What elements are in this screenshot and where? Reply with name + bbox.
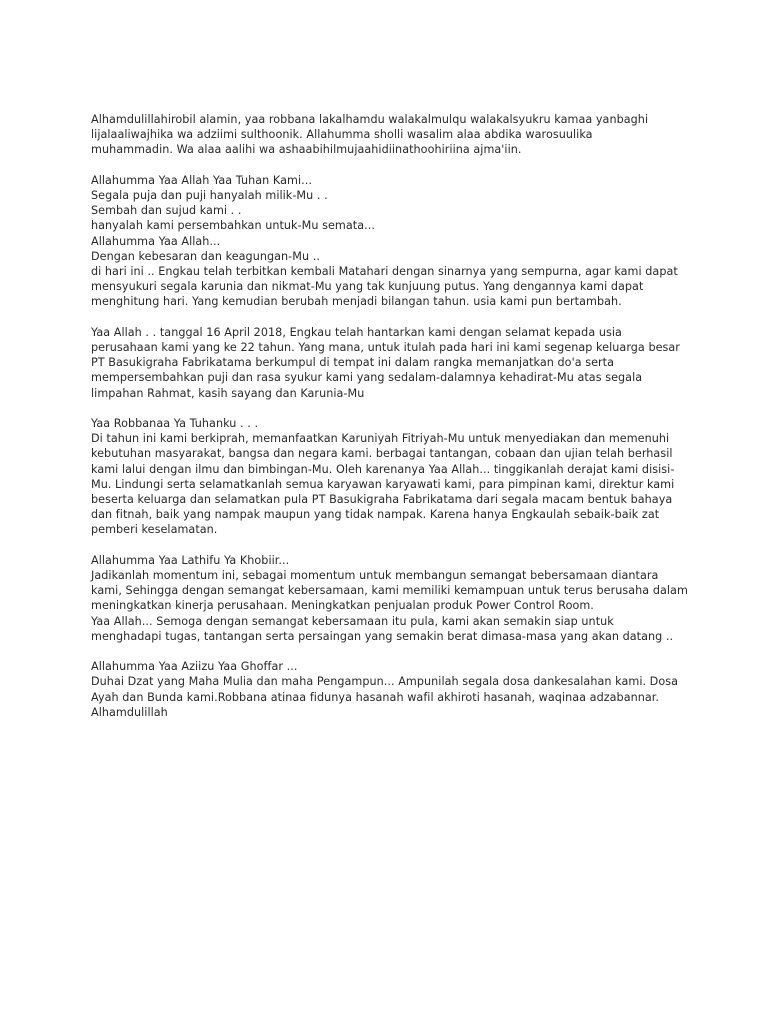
paragraph-closing	[91, 659, 691, 720]
text-line: Duhai Dzat yang Maha Mulia dan maha Pengampun... Ampunilah segala dosa dankesalahan kami. Dosa	[91, 675, 679, 689]
text-line: Yaa Robbanaa Ya Tuhanku . . .	[91, 417, 259, 431]
text-line: Di tahun ini kami berkiprah, memanfaatkan Karuniyah Fitriyah-Mu untuk menyediakan dan memenuhi	[91, 432, 670, 446]
text-line: meningkatkan kinerja perusahaan. Meningkatkan penjualan produk Power Control Room.	[91, 599, 594, 613]
text-line: Alhamdulillahirobil alamin, yaa robbana lakalhamdu walakalmulqu walakalsyukru kamaa yanbaghi	[91, 113, 649, 126]
paragraph-togetherness	[91, 553, 691, 644]
text-line: kami lalui dengan ilmu dan bimbingan-Mu. Oleh karenanya Yaa Allah... tinggikanlah derajat kami disisi-	[91, 462, 675, 476]
text-line: beserta keluarga dan selamatkan pula PT Basukigraha Fabrikatama dari segala macam bentuk bahaya	[91, 493, 673, 507]
text-line: Mu. Lindungi serta selamatkanlah semua karyawan karyawati kami, para pimpinan kami, direktur kami	[91, 477, 675, 491]
text-line: Sembah dan sujud kami . .	[91, 204, 242, 218]
text-line: muhammadin. Wa alaa aalihi wa ashaabihilmujaahidiinathoohiriina ajma'iin.	[91, 143, 522, 157]
text-line: Segala puja dan puji hanyalah milik-Mu . .	[91, 189, 328, 202]
text-line: Allahumma Yaa Lathifu Ya Khobiir...	[91, 553, 290, 567]
text-line: limpahan Rahmat, kasih sayang dan Karunia-Mu	[91, 386, 365, 400]
text-line: menghadapi tugas, tantangan serta persaingan yang semakin berat dimasa-masa yang akan datang ..	[91, 629, 674, 643]
text-line: kebutuhan masyarakat, bangsa dan negara kami. berbagai tantangan, cobaan dan ujian telah berhasil	[91, 447, 673, 461]
document-body	[91, 112, 691, 735]
text-line: pemberi keselamatan.	[91, 523, 218, 537]
paragraph-protection	[91, 416, 691, 538]
text-line: menghitung hari. Yang kemudian berubah menjadi bilangan tahun. usia kami pun bertambah.	[91, 295, 622, 309]
text-line: mempersembahkan puji dan rasa syukur kami yang sedalam-dalamnya kehadirat-Mu atas segala	[91, 371, 643, 385]
text-line: dan fitnah, baik yang nampak maupun yang tidak nampak. Karena hanya Engkaulah sebaik-baik zat	[91, 508, 660, 522]
text-line: di hari ini .. Engkau telah terbitkan kembali Matahari dengan sinarnya yang sempurna, agar kami dapat	[91, 265, 678, 279]
text-line: Allahumma Yaa Aziizu Yaa Ghoffar ...	[91, 660, 298, 674]
text-line: mensyukuri segala karunia dan nikmat-Mu yang tak kunjuung putus. Yang dengannya kami dapat	[91, 280, 644, 294]
text-line: lijalaaliwajhika wa adziimi sulthoonik. Allahumma sholli wasalim alaa abdika warosuulika	[91, 128, 593, 142]
paragraph-opening	[91, 112, 691, 158]
text-line: perusahaan kami yang ke 22 tahun. Yang mana, untuk itulah pada hari ini kami segenap keluarga besar	[91, 341, 680, 355]
text-line: Allahumma Yaa Allah...	[91, 234, 221, 248]
text-line: Ayah dan Bunda kami.Robbana atinaa fidunya hasanah wafil akhiroti hasanah, waqinaa adzabannar.	[91, 690, 660, 704]
text-line: Jadikanlah momentum ini, sebagai momentum untuk membangun semangat bebersamaan diantara	[91, 569, 659, 583]
paragraph-praise	[91, 173, 691, 310]
text-line: PT Basukigraha Fabrikatama berkumpul di tempat ini dalam rangka memanjatkan do'a serta	[91, 356, 615, 370]
text-line: Allahumma Yaa Allah Yaa Tuhan Kami...	[91, 173, 312, 187]
paragraph-anniversary	[91, 325, 691, 401]
text-line: kami, Sehingga dengan semangat kebersamaan, kami memiliki kemampuan untuk terus berusaha dalam	[91, 584, 688, 598]
text-line: Yaa Allah... Semoga dengan semangat kebersamaan itu pula, kami akan semakin siap untuk	[91, 614, 614, 628]
text-line: Dengan kebesaran dan keagungan-Mu ..	[91, 249, 320, 263]
text-line: Alhamdulillah	[91, 705, 168, 719]
text-line: Yaa Allah . . tanggal 16 April 2018, Engkau telah hantarkan kami dengan selamat kepada usia	[91, 325, 622, 339]
text-line: hanyalah kami persembahkan untuk-Mu semata...	[91, 219, 375, 233]
